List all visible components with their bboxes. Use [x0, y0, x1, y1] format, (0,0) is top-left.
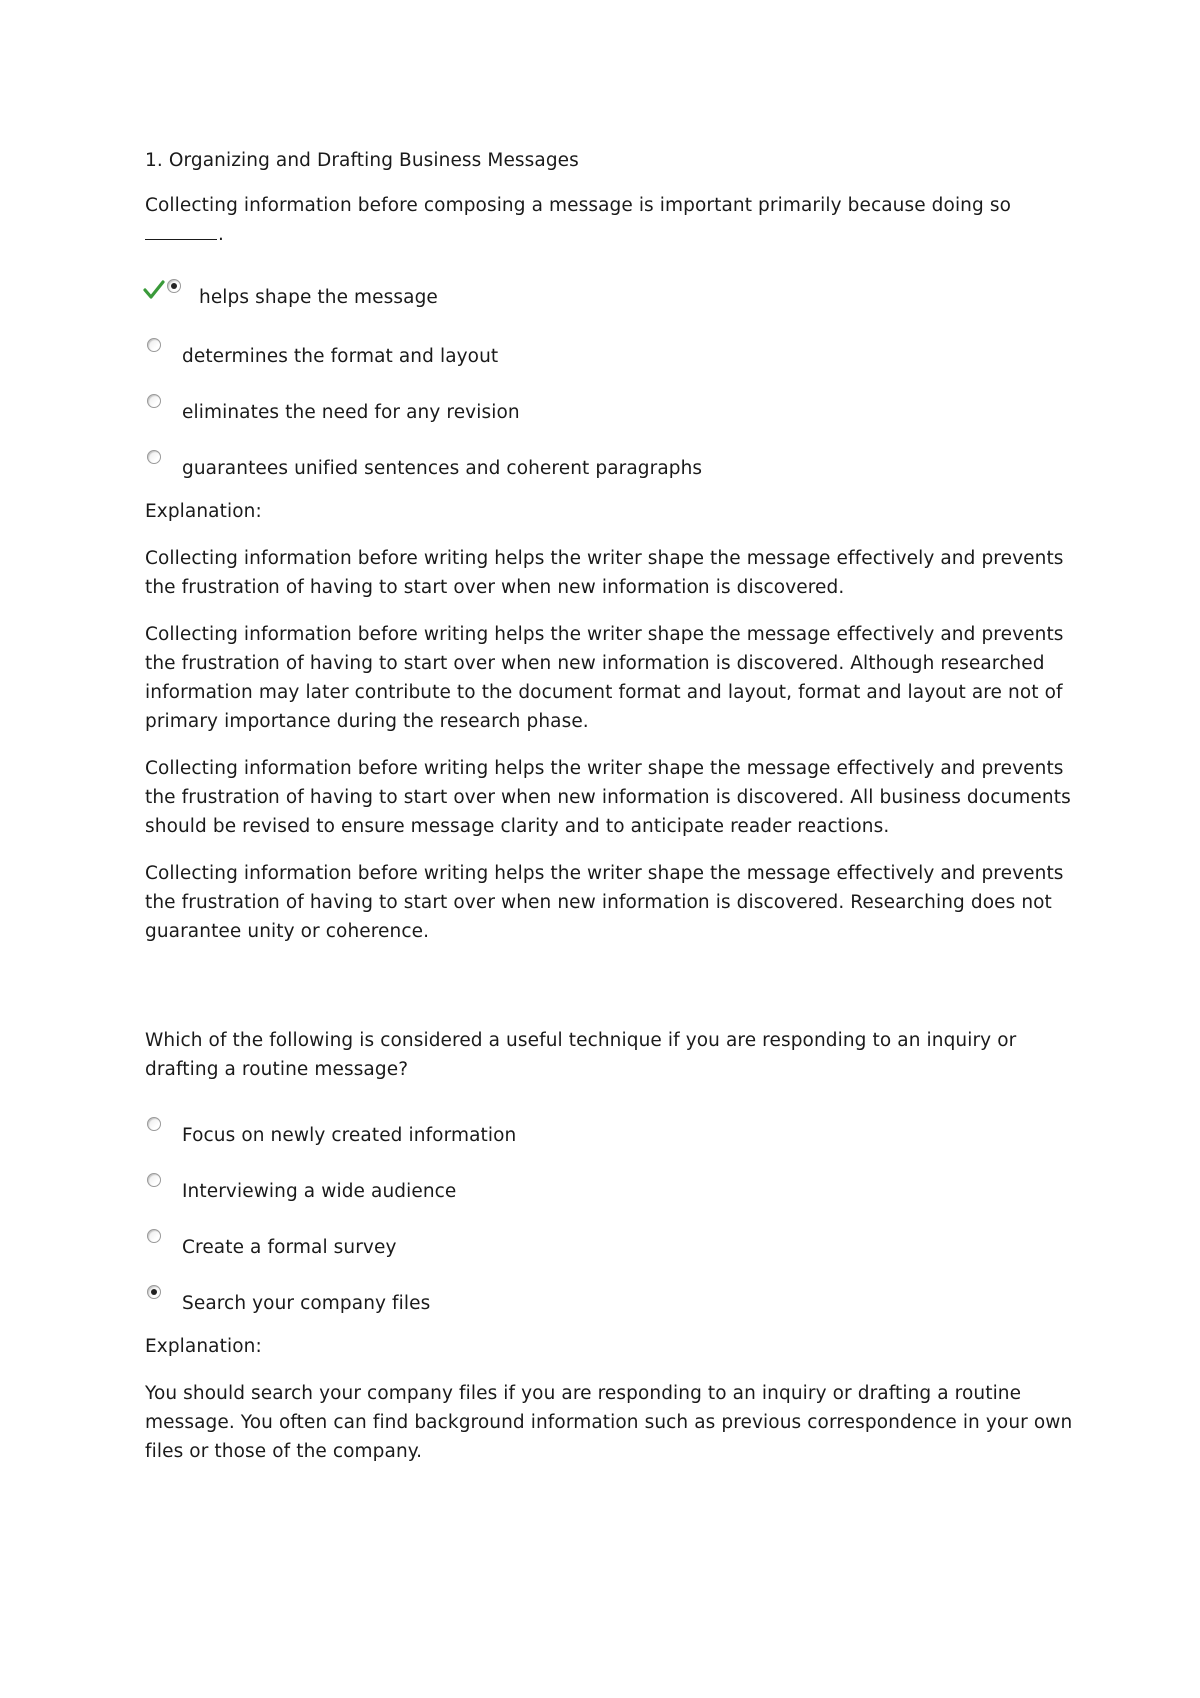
radio-button-icon[interactable] — [147, 1285, 161, 1299]
q1-option-2-label: determines the format and layout — [182, 346, 499, 367]
q1-option-3-label: eliminates the need for any revision — [182, 402, 520, 423]
q1-option-4-label: guarantees unified sentences and coherent paragraphs — [182, 458, 703, 479]
q1-explanation-heading: Explanation: — [145, 501, 262, 522]
q2-option-4[interactable] — [145, 1282, 1080, 1320]
q1-explanation-2: Collecting information before writing helps the writer shape the message effectively and prevents the frustration of having to start over when new information is discovered. Although researched information may later contribute to the document format and layout, format and layout are not of primary importance during the research phase. — [145, 624, 1064, 732]
question-2-options — [145, 1114, 1080, 1320]
q2-explanation: You should search your company files if you are responding to an inquiry or drafting a routine message. You often can find background information such as previous correspondence in your own files or those of the company. — [145, 1383, 1073, 1462]
q2-option-3-label: Create a formal survey — [182, 1237, 397, 1258]
question-2-prompt: Which of the following is considered a useful technique if you are responding to an inquiry or drafting a routine message? — [145, 1030, 1017, 1080]
q2-option-3[interactable] — [145, 1226, 1080, 1264]
blank-suffix: . — [218, 224, 224, 245]
radio-button-icon[interactable] — [147, 450, 161, 464]
q2-option-4-label: Search your company files — [182, 1293, 431, 1314]
q2-option-2[interactable] — [145, 1170, 1080, 1208]
question-1-text: Collecting information before composing a message is important primarily because doing so — [145, 195, 1011, 216]
q2-option-1[interactable] — [145, 1114, 1080, 1152]
radio-button-icon[interactable] — [147, 1173, 161, 1187]
q1-explanation-4: Collecting information before writing helps the writer shape the message effectively and prevents the frustration of having to start over when new information is discovered. Researching does not guarantee unity or coherence. — [145, 863, 1064, 942]
q1-option-1-label: helps shape the message — [199, 287, 438, 308]
answer-blank — [145, 239, 217, 240]
q2-option-1-label: Focus on newly created information — [182, 1125, 517, 1146]
radio-button-icon[interactable] — [147, 1229, 161, 1243]
radio-button-icon[interactable] — [147, 1117, 161, 1131]
q1-option-3[interactable] — [145, 391, 1080, 429]
q2-option-2-label: Interviewing a wide audience — [182, 1181, 457, 1202]
q1-option-1[interactable] — [145, 279, 1080, 317]
radio-button-icon[interactable] — [147, 394, 161, 408]
q2-explanation-heading: Explanation: — [145, 1336, 262, 1357]
radio-button-icon[interactable] — [167, 279, 181, 293]
section-title: 1. Organizing and Drafting Business Messages — [145, 150, 579, 171]
checkmark-icon — [143, 279, 165, 301]
q1-option-4[interactable] — [145, 447, 1080, 485]
q1-option-2[interactable] — [145, 335, 1080, 373]
q1-explanation-3: Collecting information before writing helps the writer shape the message effectively and prevents the frustration of having to start over when new information is discovered. All business documents should be revised to ensure message clarity and to anticipate reader reactions. — [145, 758, 1071, 837]
section-gap — [145, 964, 1080, 1026]
q1-explanation-1: Collecting information before writing helps the writer shape the message effectively and prevents the frustration of having to start over when new information is discovered. — [145, 548, 1064, 598]
document-content — [145, 146, 1080, 1484]
radio-button-icon[interactable] — [147, 338, 161, 352]
question-1-prompt — [145, 191, 1080, 249]
question-1-options — [145, 279, 1080, 485]
